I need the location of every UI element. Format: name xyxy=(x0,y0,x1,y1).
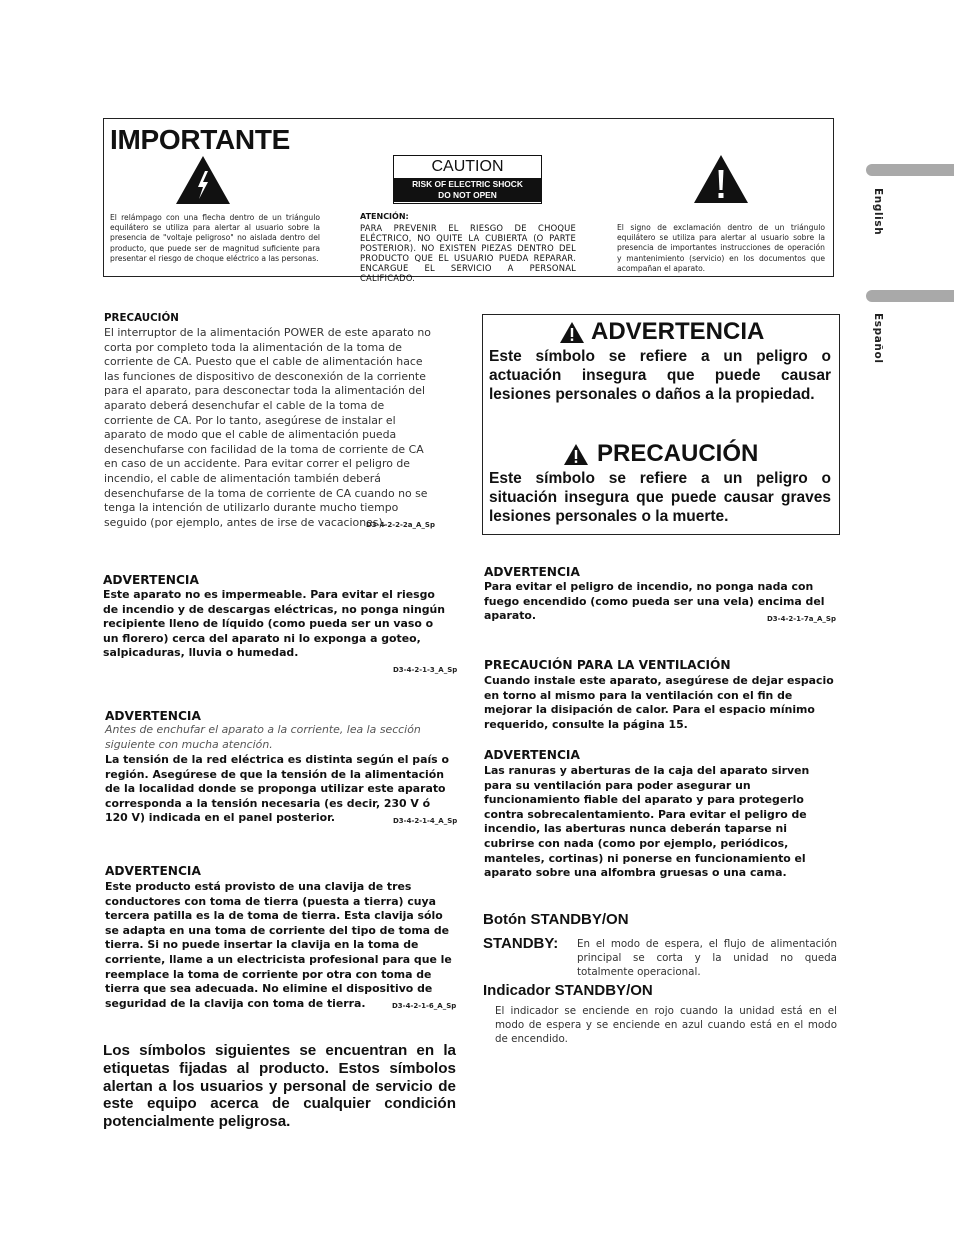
ventilacion-body: Cuando instale este aparato, asegúrese de dejar espacio en torno al mismo para la ventilación con el fin de mejorar la disipación de calor. Para el espacio mínimo requerido, consulte la página 15. xyxy=(484,674,834,731)
adv-water-title: ADVERTENCIA xyxy=(103,573,199,587)
adv-voltage-body: La tensión de la red eléctrica es distinta según el país o región. Asegúrese de que la tensión de la alimentación de la localidad donde se proponga utilizar este aparato corresponda a la tensión necesaria (es decir, 230 V ó 120 V) indicada en el panel posterior. xyxy=(105,753,449,825)
atencion-text: PARA PREVENIR EL RIESGO DE CHOQUE ELÉCTRICO, NO QUITE LA CUBIERTA (O PARTE POSTERIOR). NO EXISTEN PIEZAS DENTRO DEL PRODUCTO QUE EL USUARIO PUEDA REPARAR. ENCARGUE EL SERVICIO A PERSONAL CALIFICADO. xyxy=(360,223,576,283)
precaucion-power-code: D3-4-2-2-2a_A_Sp xyxy=(366,521,435,529)
adv-fire-body: Para evitar el peligro de incendio, no ponga nada con fuego encendido (como pueda ser una vela) encima del aparato. xyxy=(484,580,825,623)
caution-label-warning xyxy=(394,178,541,202)
standby-label: STANDBY: xyxy=(483,935,559,952)
precaucion-power-body: El interruptor de la alimentación POWER de este aparato no corta por completo toda la alimentación de la toma de corriente de CA. Puesto que el cable de alimentación hace las funciones de dispositivo de desconexión de la corriente para el aparato, para desconectar toda la alimentación del aparato deberá desenchufar el cable de la toma de corriente de CA. Por lo tanto, asegúrese de instalar el aparato de modo que el cable de alimentación pueda desenchufarse con facilidad de la toma de corriente de CA en caso de un accidente. Para evitar correr el peligro de incendio, el cable de alimentación también deberá desenchufarse de la toma de corriente de CA cuando no se tenga la intención de utilizarlo durante mucho tiempo seguido (por ejemplo, antes de irse de vacaciones). xyxy=(104,326,431,529)
atencion-title: ATENCIÓN: xyxy=(360,212,409,221)
precaucion-power-title: PRECAUCIÓN xyxy=(104,312,179,324)
advertencia-heading: ADVERTENCIA xyxy=(591,318,765,345)
lightning-warning-icon xyxy=(175,155,231,209)
indicador-standby-description: El indicador se enciende en rojo cuando la unidad está en el modo de espera y se enciende en azul cuando está en el modo de encendido. xyxy=(495,1005,837,1045)
adv-voltage-intro: Antes de enchufar el aparato a la corriente, lea la sección siguiente con mucha atención. xyxy=(105,723,421,751)
lightning-description: El relámpago con una flecha dentro de un triángulo equilátero se utiliza para alertar al usuario sobre la presencia de "voltaje peligroso" no aislada dentro del producto, que puede ser de magnitud suficiente para presentar el riesgo de choque eléctrico a las personas. xyxy=(110,213,320,263)
adv-voltage-code: D3-4-2-1-4_A_Sp xyxy=(393,817,458,825)
espanol-tab[interactable] xyxy=(866,290,954,302)
precaucion-heading: PRECAUCIÓN xyxy=(597,440,759,467)
boton-standby-title: Botón STANDBY/ON xyxy=(483,911,629,928)
adv-plug-title: ADVERTENCIA xyxy=(105,864,201,878)
caution-line-2: DO NOT OPEN xyxy=(438,190,497,200)
adv-water-body: Este aparato no es impermeable. Para evitar el riesgo de incendio y de descargas eléctricas, no ponga ningún recipiente lleno de líquido (como pueda ser un vaso o un florero) cerca del aparato ni lo exponga a goteo, salpicaduras, lluvia o humedad. xyxy=(103,588,446,660)
standby-description: En el modo de espera, el flujo de alimentación principal se corta y la unidad no queda totalmente operacional. xyxy=(577,938,837,978)
ventilacion-title: PRECAUCIÓN PARA LA VENTILACIÓN xyxy=(484,658,731,672)
adv-plug-body: Este producto está provisto de una clavija de tres conductores con toma de tierra (puesta a tierra) cuya tercera patilla es la de toma de tierra. Esta clavija sólo se adapta en una toma de corriente del tipo de toma de tierra. Si no puede insertar la clavija en la toma de corriente, llame a un electricista profesional para que le reemplace la toma de corriente por otra con toma de tierra que sea adecuada. No elimine el dispositivo de seguridad de la clavija con toma de tierra. xyxy=(105,880,452,1010)
adv-fire-title: ADVERTENCIA xyxy=(484,565,580,579)
adv-plug-code: D3-4-2-1-6_A_Sp xyxy=(392,1002,457,1010)
symbols-explanation: Los símbolos siguientes se encuentran en la etiquetas fijadas al producto. Estos símbolos alertan a los usuarios y personal de servicio de este equipo acerca de cualquier condición potencialmente peligrosa. xyxy=(103,1042,456,1131)
adv-openings-title: ADVERTENCIA xyxy=(484,748,580,762)
advertencia-warning-icon xyxy=(559,321,585,348)
caution-line-1: RISK OF ELECTRIC SHOCK xyxy=(412,179,523,189)
caution-label-title: CAUTION xyxy=(431,158,504,175)
adv-openings-body: Las ranuras y aberturas de la caja del aparato sirven para su ventilación para poder asegurar un funcionamiento fiable del aparato y para protegerlo contra sobrecalentamiento. Para evitar el peligro de incendio, las aberturas nunca deberán taparse ni cubrirse con nada (como por ejemplo, periódicos, manteles, cortinas) ni ponerse en funcionamiento el aparato sobre una alfombra gruesas o una cama. xyxy=(484,764,810,880)
english-tab[interactable] xyxy=(866,164,954,176)
importante-title: IMPORTANTE xyxy=(110,124,291,155)
english-tab-label[interactable]: English xyxy=(872,188,884,236)
espanol-tab-label[interactable]: Español xyxy=(872,313,884,364)
precaucion-symbol-text: Este símbolo se refiere a un peligro o situación insegura que puede causar graves lesiones personales o la muerte. xyxy=(489,470,831,526)
adv-fire-code: D3-4-2-1-7a_A_Sp xyxy=(767,615,836,623)
exclamation-description: El signo de exclamación dentro de un triángulo equilátero se utiliza para alertar al usuario sobre la presencia de importantes instrucciones de operación y mantenimiento (servicio) en los documentos que acompañan el aparato. xyxy=(617,223,825,273)
exclamation-warning-icon xyxy=(693,154,749,208)
advertencia-symbol-text: Este símbolo se refiere a un peligro o actuación insegura que puede causar lesiones personales o daños a la propiedad. xyxy=(489,348,831,404)
adv-voltage-title: ADVERTENCIA xyxy=(105,709,201,723)
precaucion-warning-icon xyxy=(563,443,589,470)
adv-water-code: D3-4-2-1-3_A_Sp xyxy=(393,666,458,674)
indicador-standby-title: Indicador STANDBY/ON xyxy=(483,982,653,999)
